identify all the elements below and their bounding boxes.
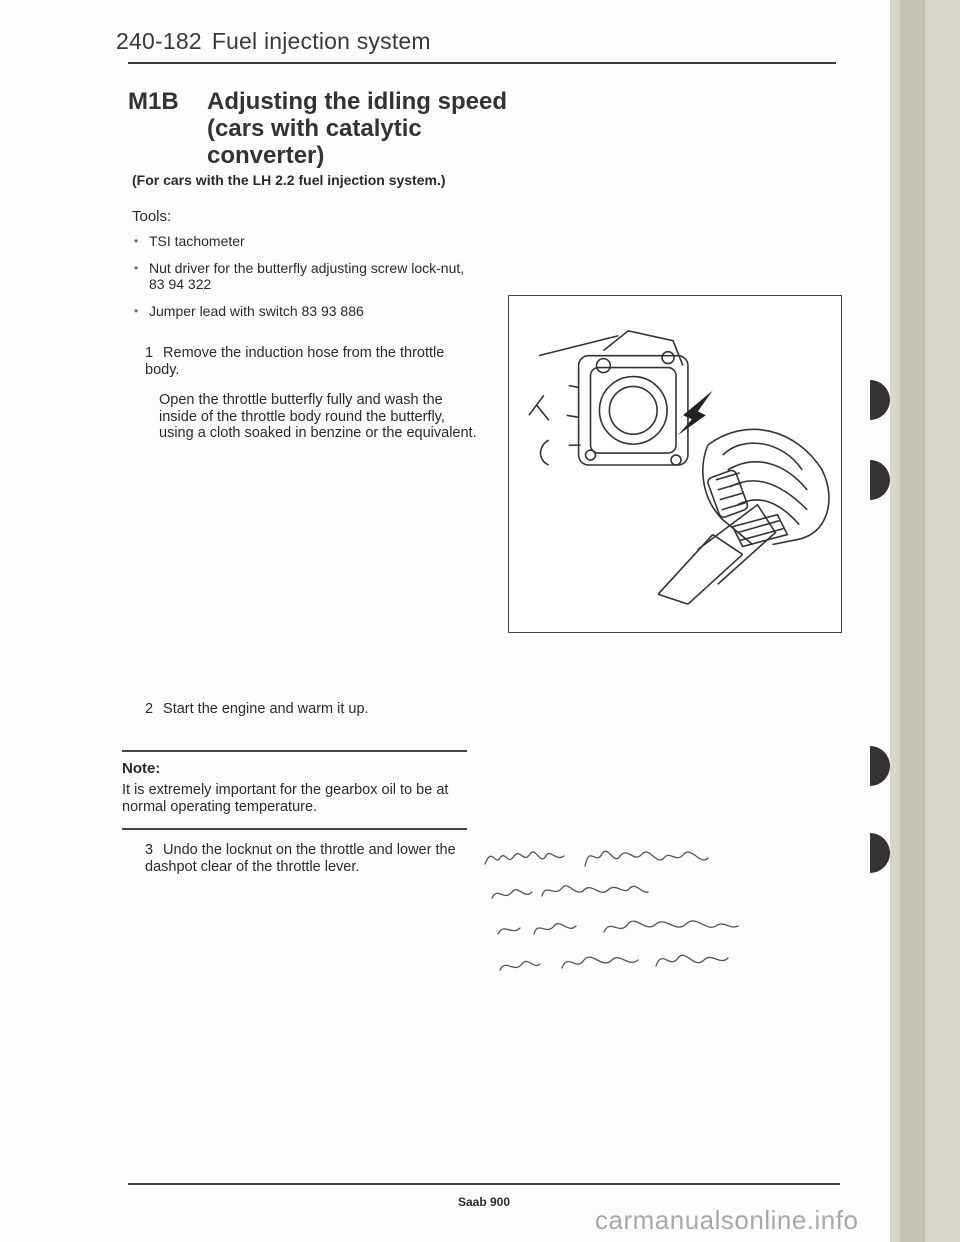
list-item xyxy=(132,303,477,319)
step-text: Start the engine and warm it up. xyxy=(163,701,369,717)
step-1 xyxy=(145,345,477,378)
step-number: 1 xyxy=(145,345,154,361)
page-number: 240-182 xyxy=(116,28,202,54)
step-text: Remove the induction hose from the throttle body. xyxy=(145,345,445,378)
section-title: Adjusting the idling speed (cars with catalytic converter) xyxy=(207,88,507,169)
footer-text: Saab 900 xyxy=(457,1195,511,1209)
list-item xyxy=(132,233,477,249)
section-code: M1B xyxy=(128,88,179,115)
watermark-text: carmanualsonline.info xyxy=(595,1205,859,1235)
chapter-title: Fuel injection system xyxy=(211,28,431,54)
binder-hole-icon xyxy=(870,460,890,500)
step-number: 3 xyxy=(145,842,154,858)
step-2 xyxy=(145,701,477,718)
note-rule-top xyxy=(122,750,467,752)
step-text: Undo the locknut on the throttle and lower the dashpot clear of the throttle lever. xyxy=(145,842,456,875)
note-heading: Note: xyxy=(122,760,161,777)
binder-hole-icon xyxy=(870,833,890,873)
throttle-body-drawing xyxy=(509,296,841,632)
step-number: 2 xyxy=(145,701,154,717)
tool-name: Jumper lead with switch 83 93 886 xyxy=(149,303,364,319)
page-header xyxy=(116,28,431,55)
scanned-page-edge xyxy=(870,0,960,1242)
tools-label: Tools: xyxy=(132,208,172,225)
intro-text: (For cars with the LH 2.2 fuel injection system.) xyxy=(132,172,446,188)
tool-name: Nut driver for the butterfly adjusting screw lock-nut, xyxy=(149,260,465,276)
binder-hole-icon xyxy=(870,746,890,786)
tools-list xyxy=(132,233,477,330)
throttle-body-illustration xyxy=(508,295,842,633)
step-3 xyxy=(145,842,477,875)
step-1-detail: Open the throttle butterfly fully and wash the inside of the throttle body round the butterfly, using a cloth soaked in benzine or the equivalent. xyxy=(159,392,477,441)
handwritten-annotation xyxy=(480,836,820,996)
header-rule xyxy=(128,62,836,64)
tool-name: TSI tachometer xyxy=(149,233,245,249)
note-rule-bottom xyxy=(122,828,467,830)
binder-hole-icon xyxy=(870,380,890,420)
tool-part-number: 83 94 322 xyxy=(149,276,212,292)
list-item xyxy=(132,260,477,292)
note-text: It is extremely important for the gearbox oil to be at normal operating temperature. xyxy=(122,782,449,815)
footer-rule xyxy=(128,1183,840,1185)
